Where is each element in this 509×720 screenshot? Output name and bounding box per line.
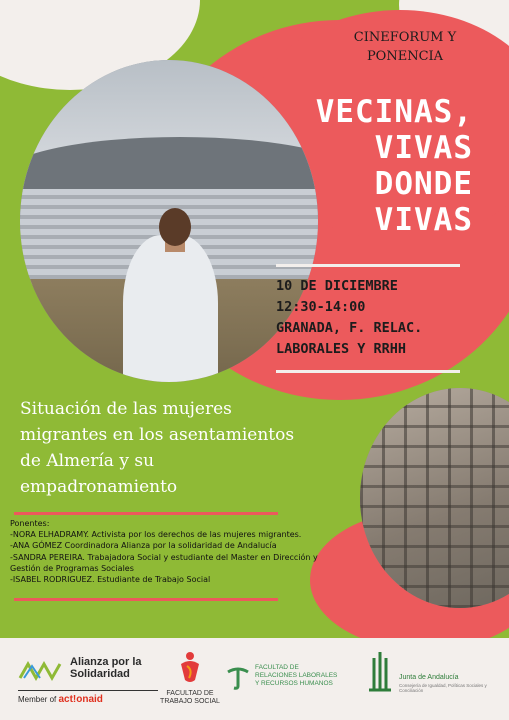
speakers-list bbox=[10, 518, 350, 585]
footer-logos: Alianza por la Solidaridad Member of act!onaid FACULTAD DE TRABAJO SOCIAL FACULTAD DE RELACIONES LABORALES Y RECURSOS HUMANOS Junta de Andalucía Consejería de Igualdad, Políticas Sociales y Conciliación bbox=[0, 638, 509, 720]
alianza-mark-icon bbox=[18, 658, 64, 682]
event-time: 12:30-14:00 bbox=[276, 299, 366, 315]
faculty-social-work-logo: FACULTAD DE TRABAJO SOCIAL bbox=[160, 650, 220, 706]
speaker-item: -NORA ELHADRAMY. Activista por los derechos de las mujeres migrantes. bbox=[10, 530, 302, 540]
divider bbox=[14, 512, 278, 515]
labor-relations-icon bbox=[225, 664, 251, 690]
page-title: VECINAS, VIVAS DONDE VIVAS bbox=[315, 94, 473, 238]
speaker-item: -SANDRA PEREIRA. Trabajadora Social y estudiante del Master en Dirección y Gestión de Programas Sociales bbox=[10, 552, 318, 573]
event-type-label: CINEFORUM Y PONENCIA bbox=[353, 30, 457, 64]
alianza-logo: Alianza por la Solidaridad Member of act!onaid bbox=[18, 656, 158, 704]
junta-emblem-icon bbox=[365, 650, 395, 694]
social-work-icon bbox=[175, 650, 205, 684]
event-location-line2: LABORALES Y RRHH bbox=[276, 341, 407, 357]
settlement-aerial-photo bbox=[360, 388, 509, 608]
divider bbox=[276, 370, 460, 373]
speaker-item: -ISABEL RODRIGUEZ. Estudiante de Trabajo Social bbox=[10, 575, 211, 585]
divider bbox=[276, 264, 460, 267]
speaker-item: -ANA GÓMEZ Coordinadora Alianza por la solidaridad de Andalucía bbox=[10, 541, 277, 551]
event-details bbox=[276, 276, 422, 360]
divider bbox=[14, 598, 278, 601]
speakers-heading: Ponentes: bbox=[10, 519, 50, 528]
event-location-line1: GRANADA, F. RELAC. bbox=[276, 320, 423, 336]
event-date: 10 DE DICIEMBRE bbox=[276, 278, 398, 294]
talk-subtitle: Situación de las mujeres migrantes en los asentamientos de Almería y su empadronamiento bbox=[20, 399, 295, 497]
